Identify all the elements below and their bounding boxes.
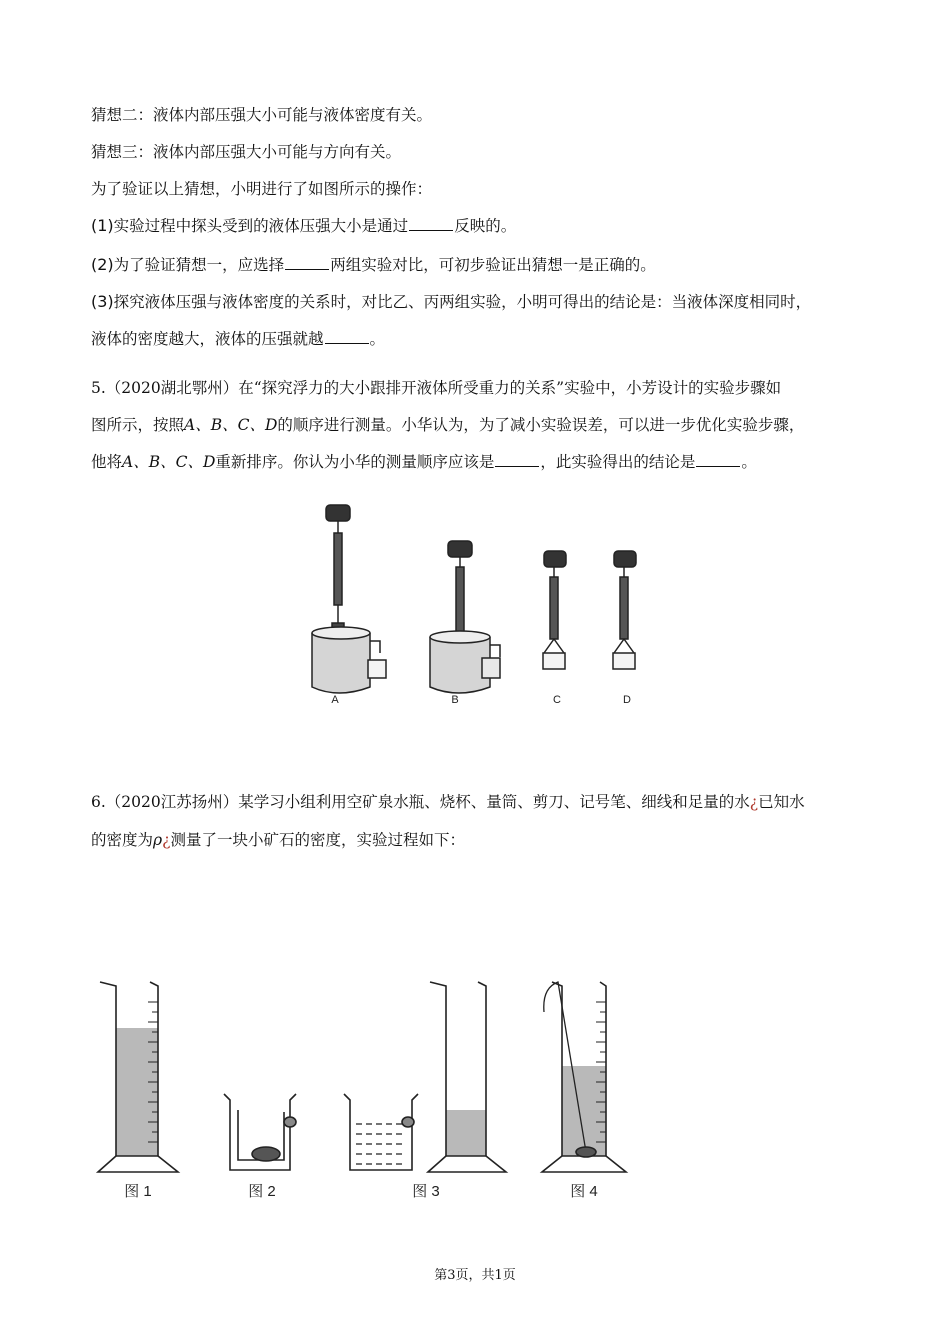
question-text: 两组实验对比，可初步验证出猜想一是正确的。: [330, 256, 656, 274]
glyph-mark: ¿: [749, 793, 759, 811]
text-span: 他将: [91, 453, 123, 471]
text-line: 为了验证以上猜想，小明进行了如图所示的操作：: [91, 180, 433, 198]
text-line: 猜想三：液体内部压强大小可能与方向有关。: [91, 143, 402, 161]
question-2: [91, 253, 656, 277]
page-footer: 第3页，共1页: [434, 1268, 516, 1283]
figure-label-3: 图 3: [412, 1183, 440, 1200]
figure-1-cylinder: [98, 982, 178, 1172]
question-text: 。: [369, 330, 386, 348]
text-span: 图所示，按照: [91, 416, 185, 434]
problem-6-line-1: [91, 790, 805, 814]
answer-blank[interactable]: [495, 452, 539, 467]
text-span: 重新排序。你认为小华的测量顺序应该是: [215, 453, 495, 471]
figure-2-beaker: [224, 1094, 296, 1170]
rho-symbol: ρ: [153, 831, 163, 849]
figure-4-cylinder: [428, 982, 506, 1172]
figure-label-d: D: [623, 694, 631, 706]
problem-5-line-3: [91, 450, 757, 474]
density-experiment-figure: [90, 972, 635, 1207]
question-number: (3): [91, 292, 114, 311]
question-number: (1): [91, 216, 114, 235]
question-3-cont: [91, 327, 385, 351]
step-letters: A、B、C、D: [122, 453, 216, 471]
figure-label-4: 图 4: [570, 1183, 598, 1200]
problem-5-line-2: [91, 413, 804, 437]
text-line: 猜想二：液体内部压强大小可能与液体密度有关。: [91, 106, 433, 124]
figure-label-1: 图 1: [124, 1183, 152, 1200]
buoyancy-experiment-figure: [290, 495, 670, 720]
question-text: 液体的密度越大，液体的压强就越: [91, 330, 324, 348]
text-span: 的密度为: [91, 831, 154, 849]
setup-d: [613, 551, 636, 669]
question-text: 反映的。: [454, 217, 517, 235]
answer-blank[interactable]: [325, 329, 369, 344]
step-letters: A、B、C、D: [184, 416, 278, 434]
glyph-mark: ¿: [162, 831, 171, 849]
figure-label-c: C: [553, 694, 561, 706]
figure-label-a: A: [331, 694, 339, 706]
question-text: 实验过程中探头受到的液体压强大小是通过: [113, 217, 409, 235]
setup-c: [543, 551, 566, 669]
question-text: 探究液体压强与液体密度的关系时，对比乙、丙两组实验，小明可得出的结论是：当液体深度相同时，: [113, 293, 812, 311]
problem-5-line-1: 5.（2020湖北鄂州）在“探究浮力的大小跟排开液体所受重力的关系”实验中，小芳设计的实验步骤如: [91, 379, 782, 397]
question-number: (2): [91, 255, 114, 274]
text-span: 。: [741, 453, 757, 471]
figure-label-2: 图 2: [248, 1183, 276, 1200]
setup-a: [312, 505, 386, 693]
answer-blank[interactable]: [285, 255, 329, 270]
text-span: ，此实验得出的结论是: [540, 453, 696, 471]
question-1: [91, 214, 516, 238]
answer-blank[interactable]: [409, 216, 453, 231]
problem-6-line-2: [91, 828, 465, 852]
text-span: 已知水: [758, 793, 805, 811]
text-span: 的顺序进行测量。小华认为，为了减小实验误差，可以进一步优化实验步骤，: [277, 416, 805, 434]
question-3: [91, 290, 811, 314]
text-span: 6.（2020江苏扬州）某学习小组利用空矿泉水瓶、烧杯、量筒、剪刀、记号笔、细线和足量的水: [91, 793, 750, 811]
answer-blank[interactable]: [696, 452, 740, 467]
figure-label-b: B: [451, 694, 459, 706]
figure-5-cylinder: [542, 982, 626, 1172]
text-span: 测量了一块小矿石的密度，实验过程如下：: [170, 831, 465, 849]
question-text: 为了验证猜想一，应选择: [113, 256, 285, 274]
setup-b: [430, 541, 500, 693]
figure-3-beaker: [344, 1094, 418, 1170]
